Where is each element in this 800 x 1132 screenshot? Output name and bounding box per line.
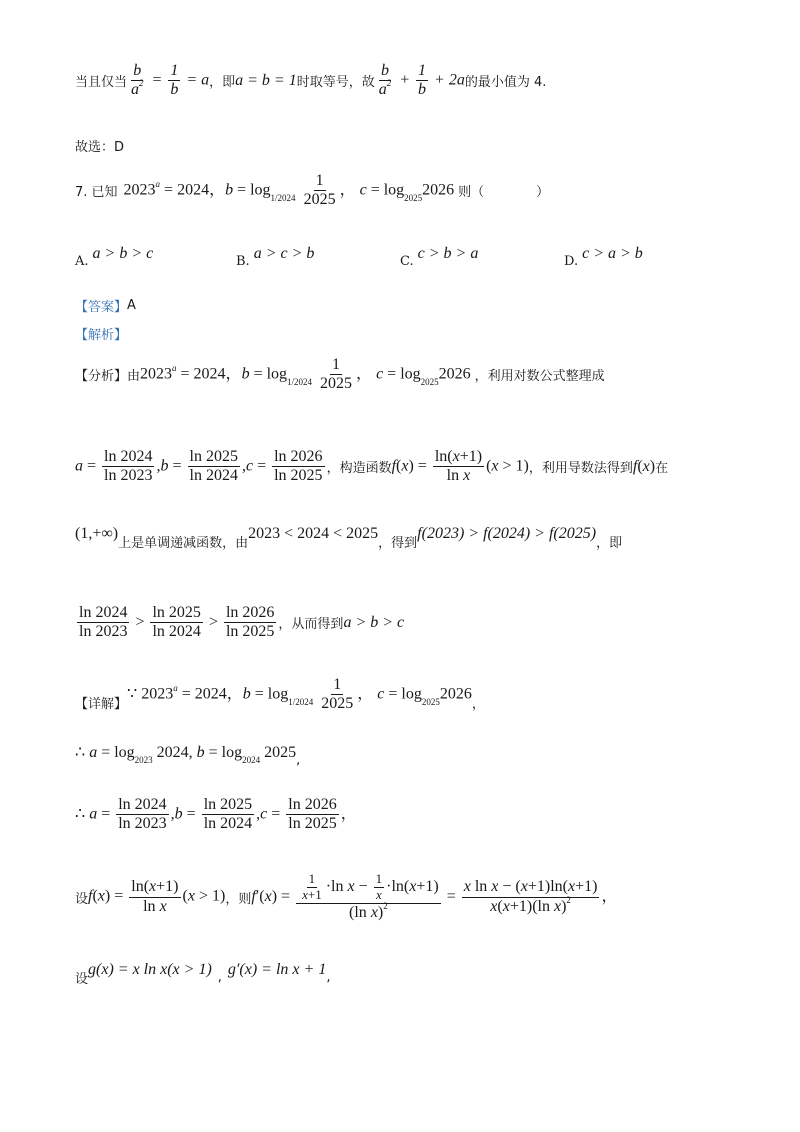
- detail-line-3: ∴ a = $\frac{\ln 2024}{\ln 2023}$ ,b = $\frac{\ln 2025}{\ln 2024}$ ,c = $\frac{\ln 2026}{\ln 2025}$ ，: [75, 796, 357, 833]
- option-b[interactable]: B. a > c > b: [236, 245, 315, 269]
- option-a[interactable]: A. a > b > c: [75, 245, 154, 269]
- detail-line-1: 【详解】 ∵ $2023^a = 2024$，$b = \log_{1/2024}$ $\frac{1}{2025}$ ， $c = \log_{2025}2026$ ，: [75, 676, 485, 713]
- option-d[interactable]: D. c > a > b: [564, 245, 643, 269]
- abc-expression-line: a = $\frac{\ln 2024}{\ln 2023}$ ,b = $\frac{\ln 2025}{\ln 2024}$ ,c = $\frac{\ln 2026}{\ln 2025}$ ，构造函数 f(x) = $\frac{\ln(x+1)}{\text{ln x}}$ (x > 1) ，利用导数法得到 f(x) 在: [75, 448, 669, 485]
- inequality-line: $\frac{\ln 2024}{\ln 2023}$ > $\frac{\ln 2025}{\ln 2024}$ > $\frac{\ln 2026}{\ln 2025}$ ，从而得到 a > b > c: [79, 604, 405, 641]
- option-c[interactable]: C. c > b > a: [400, 245, 479, 269]
- derivative-line: 设 f(x) = $\frac{\ln(x+1)}{\text{ln x}}$ (x > 1) ，则 f′(x) = $\frac{1}{x+1}$ ·ln x − $\frac{1}{x}$ ·ln(x+1) (ln x)$^2$ = $\frac{\text{x ln x − (x+1)ln(x+1)}}{x(x+1)(\ln x)^2}$ ，: [75, 871, 618, 921]
- detail-line-2: ∴ $a = \log_{2023} 2024$, $b = \log_{2024} 2025$ ,: [75, 744, 301, 768]
- answer-line: 【答案】 A: [75, 298, 136, 315]
- choice-line: 故选：D: [75, 140, 125, 155]
- analysis-intro: 【分析】 由 $2023^a = 2024$，$b = \log_{1/2024}$ $\frac{1}{2025}$ ， $c = \log_{2025}2026$ ，利用对数公式整理成: [75, 356, 605, 393]
- answer-tag: 【答案】: [75, 300, 128, 315]
- analysis-tag: 【解析】: [75, 328, 128, 343]
- analysis-tag-line: [75, 324, 127, 343]
- question-7: 7. 已知 $2023^a = 2024$，$b = \log_{1/2024}$ $\frac{1}{2025}$ ， $c = \log_{2025}2026$ 则（ ）: [75, 172, 550, 209]
- g-function-line: 设 g(x) = x ln x(x > 1) , g′(x) = ln x + 1 ,: [75, 960, 331, 987]
- monotonic-line: (1,+∞) 上是单调递减函数，由 2023 < 2024 < 2025 ，得到 f(2023) > f(2024) > f(2025) ，即: [75, 524, 623, 551]
- line-equality-condition: 当且仅当 $\frac{b}{a^2}$ = $\frac{1}{b}$ = a ，即 a = b = 1 时取等号，故 $\frac{b}{a^2}$ + $\frac{1}{b}$ + 2a 的最小值为 4.: [75, 62, 547, 99]
- fenxi-tag: 【分析】: [75, 369, 128, 385]
- xiangjie-tag: 【详解】: [75, 697, 128, 713]
